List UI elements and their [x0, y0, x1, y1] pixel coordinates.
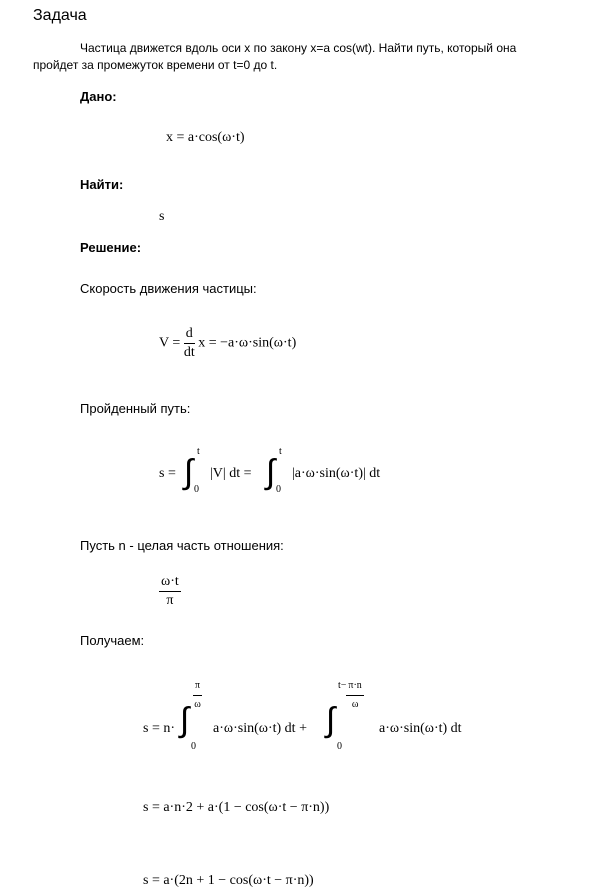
integral-2-upper: t [279, 446, 282, 457]
velocity-lhs: V = [159, 335, 181, 351]
derivative-fraction [184, 326, 195, 361]
integral-4-upper-numerator: π·n [346, 678, 363, 696]
equation-3: s = a·(2n + 1 − cos(ω·t − π·n)) [143, 873, 314, 888]
integral-4-upper-fraction [346, 678, 363, 713]
sum-term-2: a·ω·sin(ω·t) dt [379, 721, 462, 736]
integral-3-upper-numerator: π [193, 678, 202, 696]
given-formula: x = a·cos(ω·t) [166, 130, 245, 145]
integral-4-upper-prefix: t− [338, 680, 347, 691]
integral-4-upper-denominator: ω [351, 699, 359, 710]
velocity-formula [159, 326, 296, 361]
path-rhs: |a·ω·sin(ω·t)| dt [292, 466, 381, 481]
velocity-rhs: x = −a·ω·sin(ω·t) [198, 335, 297, 351]
find-variable: s [159, 209, 165, 224]
integral-sign-4: ∫ [326, 701, 336, 739]
integral-4-upper [338, 678, 364, 713]
integral-3-upper [193, 678, 202, 713]
sum-term-1: a·ω·sin(ω·t) dt + [213, 721, 307, 736]
sum-lhs: s = n· [143, 721, 176, 736]
find-heading: Найти: [80, 177, 124, 192]
integral-2-lower: 0 [276, 484, 281, 495]
ratio-fraction [159, 574, 181, 609]
derivative-denominator: dt [183, 345, 195, 360]
path-label: Пройденный путь: [80, 401, 191, 416]
n-definition-label: Пусть n - целая часть отношения: [80, 538, 284, 553]
ratio-denominator: π [166, 593, 174, 608]
integral-1-lower: 0 [194, 484, 199, 495]
equation-2: s = a·n·2 + a·(1 − cos(ω·t − π·n)) [143, 800, 330, 815]
page-title: Задача [33, 7, 87, 24]
given-heading: Дано: [80, 89, 117, 104]
integral-3-lower: 0 [191, 741, 196, 752]
integral-3-upper-denominator: ω [194, 699, 201, 710]
integral-sign-1: ∫ [184, 453, 194, 491]
integral-sign-2: ∫ [266, 453, 276, 491]
integral-1-upper: t [197, 446, 200, 457]
problem-line-2: пройдет за промежуток времени от t=0 до t. [33, 58, 278, 72]
path-lhs: s = [159, 466, 176, 481]
integral-sign-3: ∫ [180, 701, 190, 739]
path-mid: |V| dt = [210, 466, 252, 481]
derivative-numerator: d [184, 326, 195, 344]
speed-label: Скорость движения частицы: [80, 281, 257, 296]
ratio-formula [159, 574, 181, 609]
ratio-numerator: ω·t [159, 574, 181, 592]
problem-line-1: Частица движется вдоль оси x по закону x=a cos(wt). Найти путь, который она [80, 41, 517, 55]
solution-heading: Решение: [80, 240, 142, 255]
integral-3-upper-fraction [193, 678, 202, 713]
integral-4-lower: 0 [337, 741, 342, 752]
result-label: Получаем: [80, 633, 145, 648]
